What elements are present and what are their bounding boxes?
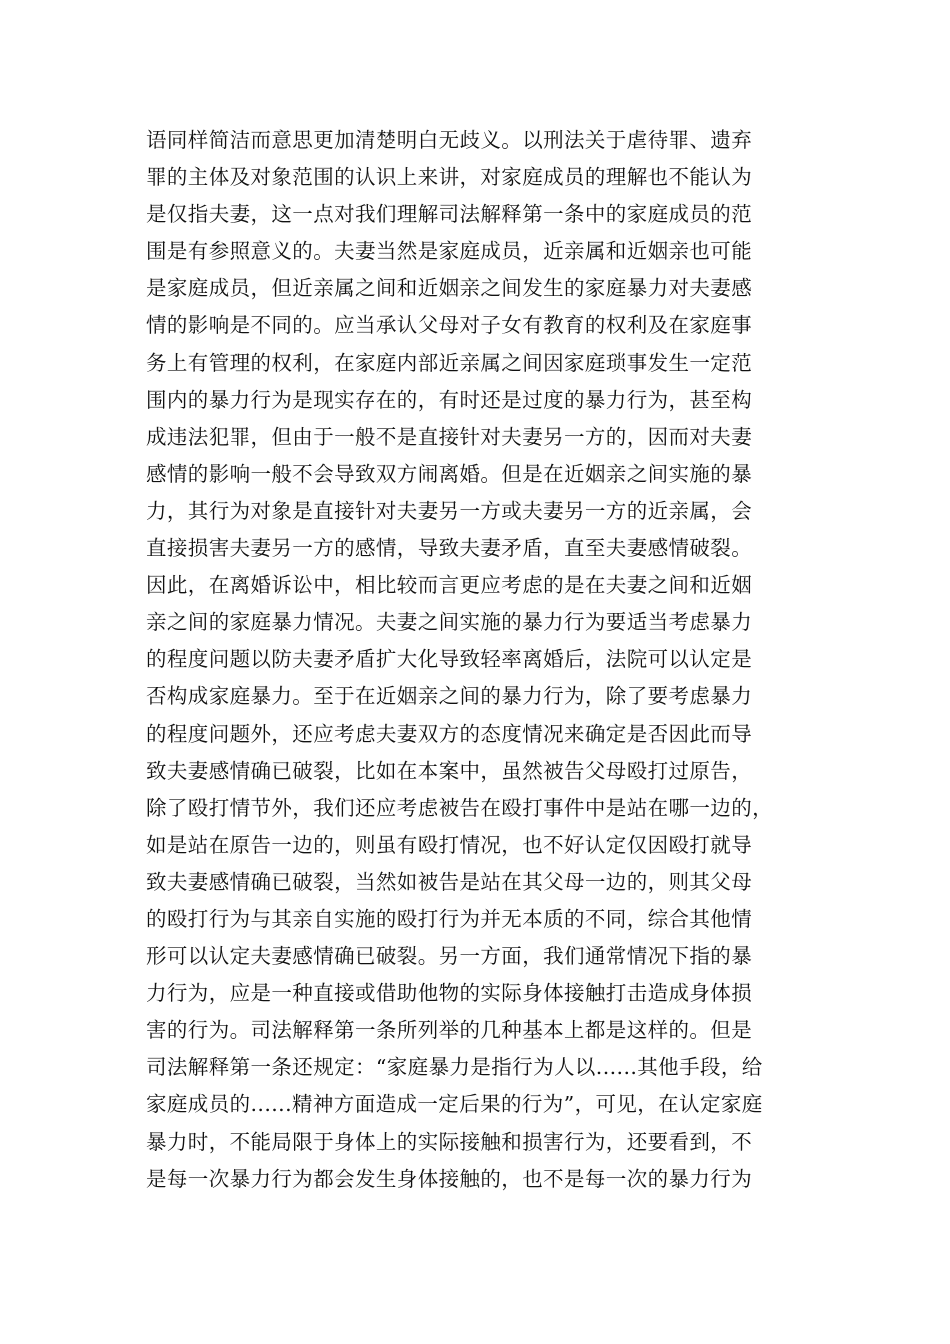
text-line: 如是站在原告一边的，则虽有殴打情况，也不好认定仅因殴打就导 [146, 832, 753, 857]
text-line: 司法解释第一条还规定：“家庭暴力是指行为人以......其他手段，给 [146, 1055, 763, 1080]
text-line: 因此，在离婚诉讼中，相比较而言更应考虑的是在夫妻之间和近姻 [146, 573, 753, 598]
text-line: 语同样简洁而意思更加清楚明白无歧义。以刑法关于虐待罪、遗弃 [146, 128, 753, 152]
text-line: 暴力时，不能局限于身体上的实际接触和损害行为，还要看到，不 [146, 1129, 753, 1154]
text-line: 是仅指夫妻，这一点对我们理解司法解释第一条中的家庭成员的范 [146, 202, 753, 227]
text-line: 亲之间的家庭暴力情况。夫妻之间实施的暴力行为要适当考虑暴力 [146, 610, 753, 635]
text-line: 是每一次暴力行为都会发生身体接触的，也不是每一次的暴力行为 [146, 1166, 753, 1191]
text-line: 致夫妻感情确已破裂，比如在本案中，虽然被告父母殴打过原告， [146, 758, 753, 783]
text-line: 罪的主体及对象范围的认识上来讲，对家庭成员的理解也不能认为 [146, 165, 753, 190]
text-line: 的殴打行为与其亲自实施的殴打行为并无本质的不同，综合其他情 [146, 906, 753, 931]
text-line: 直接损害夫妻另一方的感情，导致夫妻矛盾，直至夫妻感情破裂。 [146, 536, 753, 561]
text-line: 除了殴打情节外，我们还应考虑被告在殴打事件中是站在哪一边的， [146, 795, 773, 820]
text-line: 力，其行为对象是直接针对夫妻另一方或夫妻另一方的近亲属，会 [146, 498, 753, 523]
text-line: 家庭成员的......精神方面造成一定后果的行为”，可见，在认定家庭 [146, 1092, 763, 1117]
text-line: 力行为，应是一种直接或借助他物的实际身体接触打击造成身体损 [146, 981, 753, 1006]
text-line: 的程度问题外，还应考虑夫妻双方的态度情况来确定是否因此而导 [146, 721, 753, 746]
text-line: 务上有管理的权利，在家庭内部近亲属之间因家庭琐事发生一定范 [146, 350, 753, 375]
text-line: 围是有参照意义的。夫妻当然是家庭成员，近亲属和近姻亲也可能 [146, 239, 753, 264]
text-line: 形可以认定夫妻感情确已破裂。另一方面，我们通常情况下指的暴 [146, 944, 753, 969]
text-line: 害的行为。司法解释第一条所列举的几种基本上都是这样的。但是 [146, 1018, 753, 1043]
text-line: 否构成家庭暴力。至于在近姻亲之间的暴力行为，除了要考虑暴力 [146, 684, 753, 709]
body-text [146, 122, 816, 1198]
text-line: 情的影响是不同的。应当承认父母对子女有教育的权利及在家庭事 [146, 313, 753, 338]
text-line: 是家庭成员，但近亲属之间和近姻亲之间发生的家庭暴力对夫妻感 [146, 276, 753, 301]
text-line: 感情的影响一般不会导致双方闹离婚。但是在近姻亲之间实施的暴 [146, 461, 753, 486]
text-line: 围内的暴力行为是现实存在的，有时还是过度的暴力行为，甚至构 [146, 387, 753, 412]
text-line: 致夫妻感情确已破裂，当然如被告是站在其父母一边的，则其父母 [146, 869, 753, 894]
text-line: 的程度问题以防夫妻矛盾扩大化导致轻率离婚后，法院可以认定是 [146, 647, 753, 672]
text-line: 成违法犯罪，但由于一般不是直接针对夫妻另一方的，因而对夫妻 [146, 424, 753, 449]
